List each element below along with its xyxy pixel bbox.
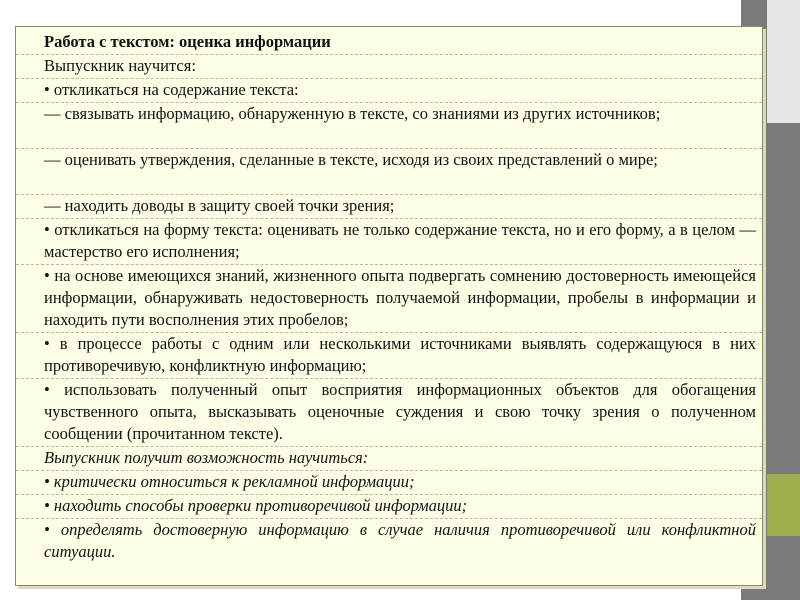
list-item-text: определять достоверную информацию в случае наличия противоречивой или конфликтной ситуации. (44, 520, 756, 561)
bullet-marker: • (44, 80, 54, 99)
list-item-text: связывать информацию, обнаруженную в тексте, со знаниями из других источников; (64, 104, 661, 123)
dash-marker: — (44, 104, 65, 123)
bullet-marker: • (44, 266, 55, 285)
paragraph-learner-may-learn (16, 447, 762, 469)
bullet-marker: • (44, 520, 61, 539)
dash-marker: — (44, 150, 65, 169)
green-accent-block (767, 474, 800, 536)
list-item (16, 195, 762, 217)
list-item (16, 149, 762, 171)
list-item-text: находить доводы в защиту своей точки зрения; (64, 196, 395, 215)
list-item-text: в процессе работы с одним или несколькими источниками выявлять содержащуюся в них противоречивую, конфликтную информацию; (44, 334, 756, 375)
list-item-text: оценивать утверждения, сделанные в тексте, исходя из своих представлений о мире; (64, 150, 658, 169)
bullet-marker: • (44, 472, 54, 491)
list-item-text: откликаться на содержание текста: (53, 80, 299, 99)
list-item (16, 519, 762, 563)
list-item (16, 265, 762, 331)
list-item (16, 471, 762, 493)
list-item (16, 495, 762, 517)
list-item (16, 379, 762, 445)
dash-marker: — (44, 196, 65, 215)
bullet-marker: • (44, 380, 65, 399)
list-item-text: использовать полученный опыт восприятия информационных объектов для обогащения чувственного опыта, высказывать оценочные суждения и свою точку зрения о полученном сообщении (прочитанном тексте). (44, 380, 756, 443)
text-box (15, 26, 763, 586)
list-item (16, 103, 762, 125)
slide-title: Работа с текстом: оценка информации (44, 32, 331, 51)
list-item-text: критически относиться к рекламной информации; (53, 472, 415, 491)
list-item (16, 219, 762, 263)
bullet-marker: • (44, 220, 55, 239)
list-item (16, 333, 762, 377)
paragraph-learner-will-learn (16, 55, 762, 77)
paragraph-text: Выпускник получит возможность научиться: (44, 448, 369, 467)
list-item-text: на основе имеющихся знаний, жизненного опыта подвергать сомнению достоверность имеющейся информации, обнаруживать недостоверность получаемой информации, пробелы в информации и находить пути восполнения этих пробелов; (44, 266, 756, 329)
list-item (16, 79, 762, 101)
list-item-text: откликаться на форму текста: оценивать не только содержание текста, но и его форму, а в целом — мастерство его исполнения; (44, 220, 756, 261)
top-accent-strip (767, 0, 800, 123)
bullet-marker: • (44, 334, 60, 353)
list-item-text: находить способы проверки противоречивой информации; (53, 496, 468, 515)
bullet-marker: • (44, 496, 54, 515)
paragraph-text: Выпускник научится: (44, 56, 196, 75)
